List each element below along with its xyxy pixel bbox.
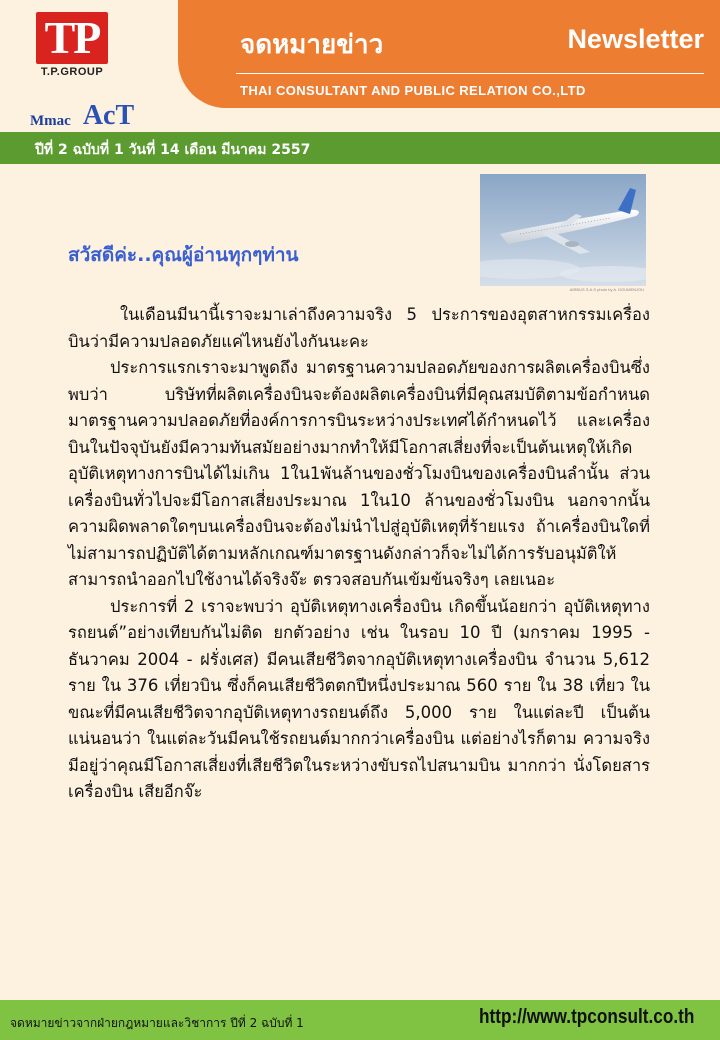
airplane-photo: [480, 174, 646, 286]
article-paragraph-3: ประการที่ 2 เราจะพบว่า อุบัติเหตุทางเครื่องบิน เกิดขึ้นน้อยกว่า อุบัติเหตุทางรถยนต์”อย่างเทียบกันไม่ติด ยกตัวอย่าง เช่น ในรอบ 10 ปี (มกราคม 1995 - ธันวาคม 2004 - ฝรั่งเศส) มีคนเสียชีวิตจากอุบัติเหตุทางเครื่องบิน จำนวน 5,612 ราย ใน 376 เที่ยวบิน ซึ่งก็คนเสียชีวิตตกปีหนึ่งประมาณ 560 ราย ใน 38 เที่ยว ในขณะที่มีคนเสียชีวิตจากอุบัติเหตุทางรถยนต์ถึง 5,000 ราย ในแต่ละปี เป็นต้น แน่นอนว่า ในแต่ละวันมีคนใช้รถยนต์มากกว่าเครื่องบิน แต่อย่างไรก็ตาม ความจริงมีอยู่ว่าคุณมีโอกาสเสี่ยงที่เสียชีวิตในระหว่างขับรถไปสนามบิน มากกว่า นั่งโดยสารเครื่องบิน เสียอีกจ๊ะ: [68, 596, 650, 801]
greeting-heading: สวัสดีค่ะ..คุณผู้อ่านทุกๆท่าน: [68, 244, 299, 266]
photo-credit: AIRBUS S.A.S photo by A. DOUMENJOU: [569, 287, 644, 292]
tp-group-label: T.P.GROUP: [40, 66, 104, 78]
header-title-english: Newsletter: [567, 24, 704, 54]
footer-bar: [0, 1000, 720, 1040]
mmac-logo-text: Mmac: [30, 113, 71, 129]
article-paragraph-2: ประการแรกเราจะมาพูดถึง มาตรฐานความปลอดภัยของการผลิตเครื่องบินซึ่งพบว่า บริษัทที่ผลิตเครื่องบินจะต้องผลิตเครื่องบินที่มีคุณสมบัติตามข้อกำหนดมาตรฐานความปลอดภัยที่องค์การการบินระหว่างประเทศได้กำหนดไว้ และเครื่องบินในปัจจุบันยังมีความทันสมัยอย่างมากทำให้มีโอกาสเสี่ยงที่จะเป็นต้นเหตุให้เกิดอุบัติเหตุทางการบินได้ไม่เกิน 1ใน1พันล้านของชั่วโมงบินของเครื่องบินลำนั้น ส่วนเครื่องบินทั่วไปจะมีโอกาสเสี่ยงประมาณ 1ใน10 ล้านของชั่วโมงบิน นอกจากนั้นความผิดพลาดใดๆบนเครื่องบินจะต้องไม่นำไปสู่อุบัติเหตุที่ร้ายแรง ถ้าเครื่องบินใดที่ไม่สามารถปฏิบัติได้ตามหลักเกณฑ์มาตรฐานดังกล่าวก็จะไม่ได้การรับอนุมัติให้สามารถนำออกไปใช้งานได้จริงจ๊ะ ตรวจสอบกันเข้มข้นจริงๆ เลยเนอะ: [68, 358, 650, 589]
issue-bar: [0, 132, 720, 164]
tp-logo-mark: TP: [36, 12, 108, 64]
article-paragraph-1: ในเดือนมีนานี้เราจะมาเล่าถึงความจริง 5 ประการของอุตสาหกรรมเครื่องบินว่ามีความปลอดภัยแค่ไหนยังไงกันนะคะ: [68, 305, 650, 351]
issue-line: ปีที่ 2 ฉบับที่ 1 วันที่ 14 เดือน มีนาคม 2557: [35, 142, 311, 158]
act-logo: AcT: [82, 100, 135, 131]
header-divider: [236, 73, 704, 74]
mmac-logo: [30, 104, 71, 130]
airplane-icon: [480, 174, 646, 286]
partner-logos: [30, 94, 134, 130]
header-title-thai: จดหมายข่าว: [240, 30, 384, 60]
company-name: THAI CONSULTANT AND PUBLIC RELATION CO.,LTD: [240, 83, 586, 98]
article-body: [68, 302, 650, 806]
tp-group-logo: [30, 12, 114, 82]
footer-caption: จดหมายข่าวจากฝ่ายกฎหมายและวิชาการ ปีที่ 2 ฉบับที่ 1: [10, 1016, 304, 1030]
website-link[interactable]: http://www.tpconsult.co.th: [478, 1006, 694, 1028]
